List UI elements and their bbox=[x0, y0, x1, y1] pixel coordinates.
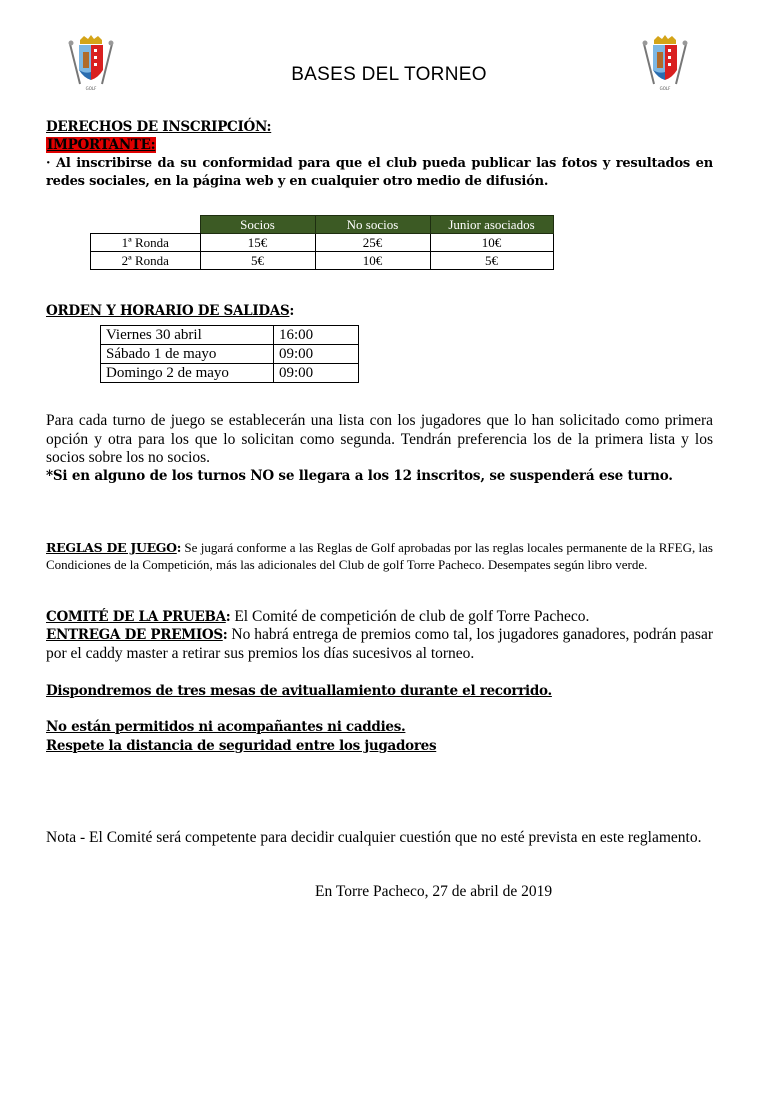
schedule-day: Sábado 1 de mayo bbox=[101, 345, 274, 364]
schedule-time: 09:00 bbox=[274, 345, 359, 364]
table-row bbox=[101, 364, 359, 383]
table-row bbox=[101, 326, 359, 345]
fees-col-header: Socios bbox=[200, 216, 315, 234]
fees-col-header: Junior asociados bbox=[430, 216, 553, 234]
fees-header-row bbox=[91, 216, 554, 234]
premios-heading: ENTREGA DE PREMIOS bbox=[46, 627, 223, 643]
distancia-notice: Respete la distancia de seguridad entre los jugadores bbox=[46, 738, 437, 754]
schedule-time: 09:00 bbox=[274, 364, 359, 383]
fees-corner bbox=[91, 216, 201, 234]
comite-paragraph: COMITÉ DE LA PRUEBA: El Comité de competición de club de golf Torre Pacheco. bbox=[46, 608, 590, 625]
fees-cell: 5€ bbox=[200, 252, 315, 270]
importante-highlight: IMPORTANTE: bbox=[47, 137, 156, 153]
page-title: BASES DEL TORNEO bbox=[291, 64, 487, 85]
avituallamiento-notice: Dispondremos de tres mesas de avituallamiento durante el recorrido. bbox=[46, 683, 552, 699]
importante-label bbox=[46, 137, 156, 153]
comite-heading: COMITÉ DE LA PRUEBA bbox=[46, 609, 226, 625]
fees-cell: 5€ bbox=[430, 252, 553, 270]
fees-table bbox=[90, 215, 554, 270]
reglas-paragraph: REGLAS DE JUEGO: Se jugará conforme a las Reglas de Golf aprobadas por las reglas locales permanente de la RFEG, las Condiciones de la Competición, más las adicionales del Club de golf Torre Pacheco. Desempates según libro verde. bbox=[46, 540, 713, 572]
table-row bbox=[91, 234, 554, 252]
fees-cell: 10€ bbox=[430, 234, 553, 252]
firma-text: En Torre Pacheco, 27 de abril de 2019 bbox=[315, 883, 553, 900]
fees-row-label: 2ª Ronda bbox=[91, 252, 201, 270]
premios-text: No habrá entrega de premios como tal, los jugadores ganadores, podrán pasar por el caddy master a retirar sus premios los días sucesivos al torneo. bbox=[46, 626, 713, 662]
reglas-heading: REGLAS DE JUEGO bbox=[46, 540, 177, 555]
premios-paragraph: ENTREGA DE PREMIOS: No habrá entrega de premios como tal, los jugadores ganadores, podrán pasar por el caddy master a retirar sus premios los días sucesivos al torneo. bbox=[46, 626, 713, 662]
svg-text:GOLF: GOLF bbox=[85, 86, 97, 91]
fees-cell: 25€ bbox=[315, 234, 430, 252]
turnos-text: Para cada turno de juego se establecerán una lista con los jugadores que lo han solicitado como primera opción y otra para los que lo solicitan como segunda. Tendrán preferencia los de la primera lista y los socios sobre los no socios. bbox=[46, 412, 713, 466]
nota-text: Nota - El Comité será competente para decidir cualquier cuestión que no esté prevista en este reglamento. bbox=[46, 829, 702, 846]
table-row bbox=[91, 252, 554, 270]
schedule-time: 16:00 bbox=[274, 326, 359, 345]
schedule-day: Domingo 2 de mayo bbox=[101, 364, 274, 383]
fees-cell: 10€ bbox=[315, 252, 430, 270]
turnos-warning: *Si en alguno de los turnos NO se llegara a los 12 inscritos, se suspenderá ese turno. bbox=[46, 468, 673, 484]
salidas-heading: ORDEN Y HORARIO DE SALIDAS: bbox=[46, 303, 295, 319]
fees-row-label: 1ª Ronda bbox=[91, 234, 201, 252]
fees-col-header: No socios bbox=[315, 216, 430, 234]
inscripcion-heading: DERECHOS DE INSCRIPCIÓN: bbox=[46, 119, 272, 135]
importante-text: · Al inscribirse da su conformidad para que el club pueda publicar las fotos y resultados en redes sociales, en la página web y en cualquier otro medio de difusión. bbox=[46, 156, 713, 189]
table-row bbox=[101, 345, 359, 364]
fees-cell: 15€ bbox=[200, 234, 315, 252]
reglas-text: Se jugará conforme a las Reglas de Golf aprobadas por las reglas locales permanente de la RFEG, las Condiciones de la Competición, más las adicionales del Club de golf Torre Pacheco. Desempates según libro verde. bbox=[46, 540, 713, 572]
svg-text:GOLF: GOLF bbox=[659, 86, 671, 91]
schedule-table bbox=[100, 325, 359, 383]
schedule-day: Viernes 30 abril bbox=[101, 326, 274, 345]
acompanantes-notice: No están permitidos ni acompañantes ni caddies. bbox=[46, 719, 406, 735]
comite-text: El Comité de competición de club de golf Torre Pacheco. bbox=[230, 608, 590, 625]
